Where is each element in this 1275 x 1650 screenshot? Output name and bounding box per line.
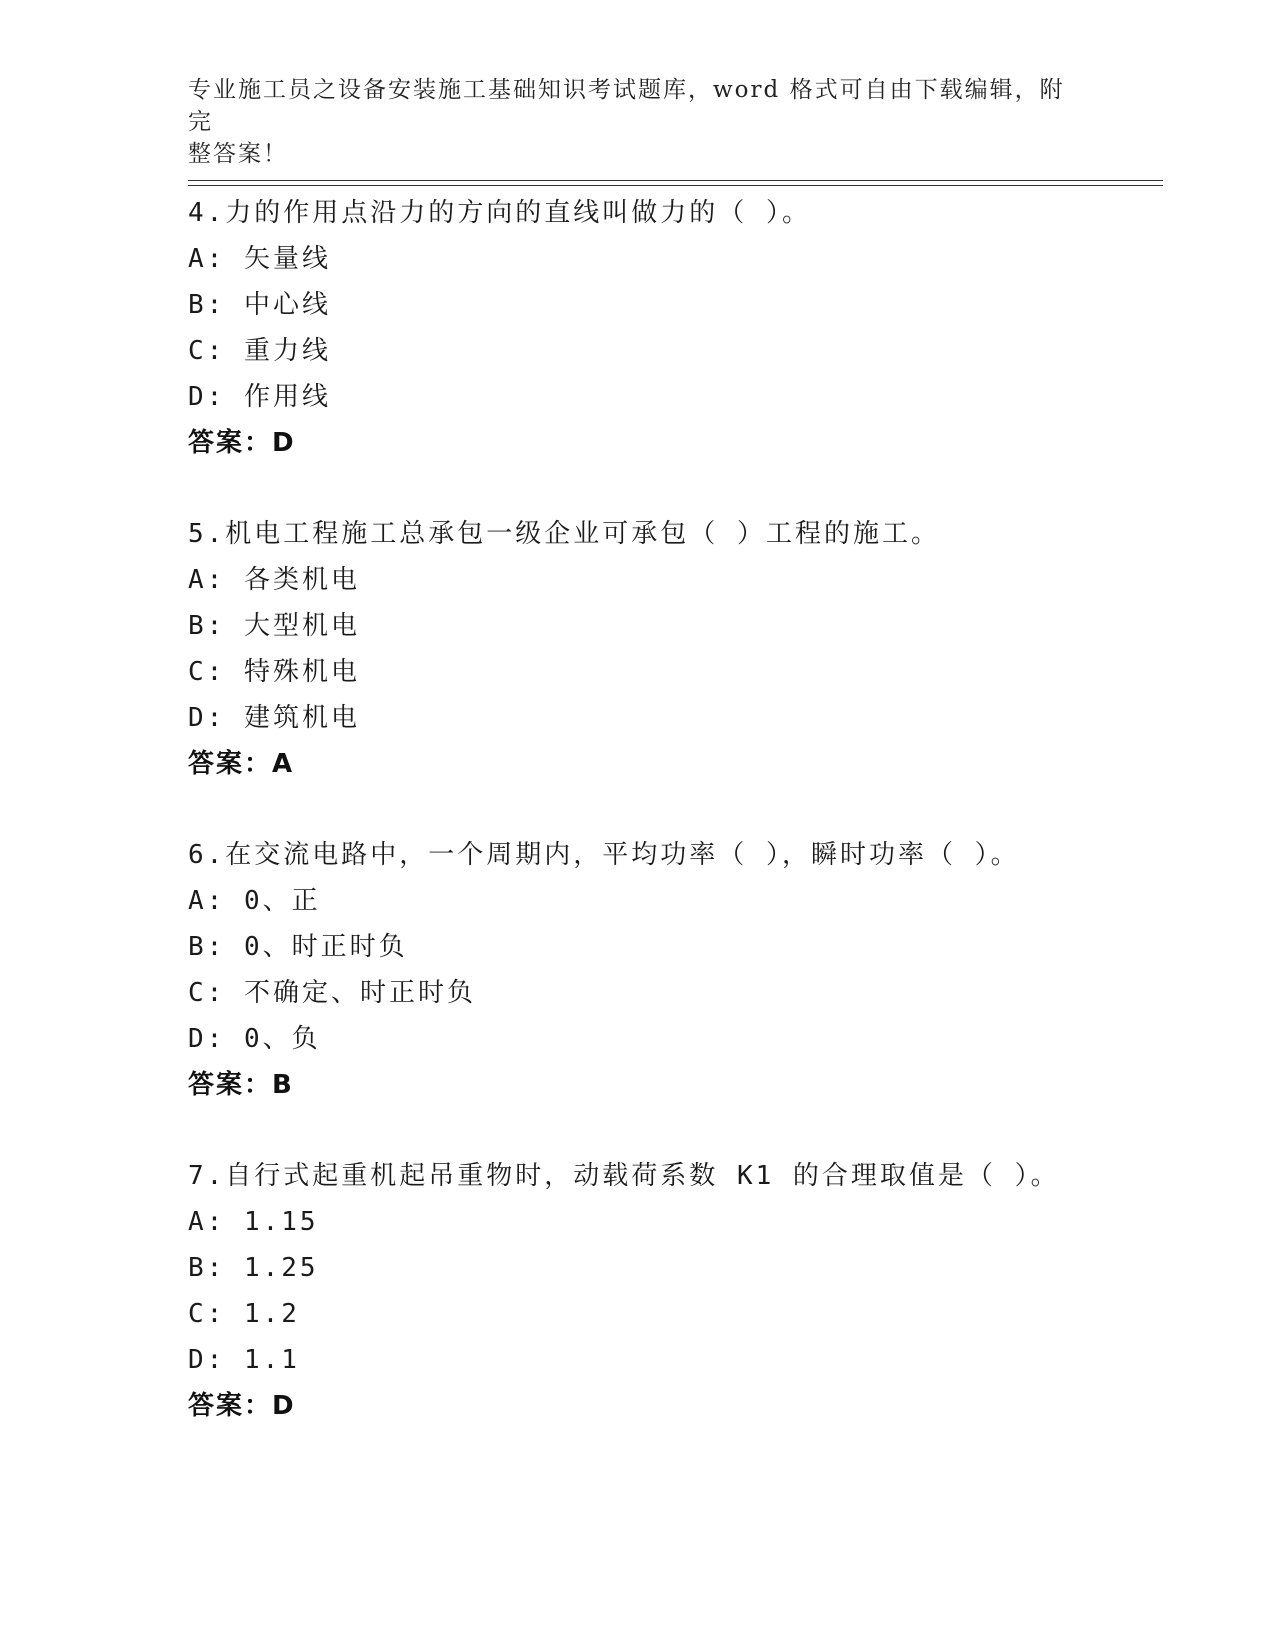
question-stem: 5.机电工程施工总承包一级企业可承包（ ）工程的施工。 xyxy=(188,519,940,549)
question-list xyxy=(188,190,1163,1474)
option-d: D: 作用线 xyxy=(188,382,331,412)
option-a: A: 各类机电 xyxy=(188,565,360,595)
document-header xyxy=(188,74,1068,170)
header-divider-top xyxy=(188,180,1163,181)
option-d: D: 1.1 xyxy=(188,1345,300,1375)
question-stem: 4.力的作用点沿力的方向的直线叫做力的（ ）。 xyxy=(188,198,811,228)
option-b: B: 中心线 xyxy=(188,290,331,320)
option-c: C: 1.2 xyxy=(188,1299,300,1329)
option-c: C: 重力线 xyxy=(188,336,331,366)
option-c: C: 不确定、时正时负 xyxy=(188,978,476,1008)
answer-line: 答案：D xyxy=(188,1391,296,1421)
option-a: A: 矢量线 xyxy=(188,244,331,274)
option-c: C: 特殊机电 xyxy=(188,657,360,687)
question-7 xyxy=(188,1153,1163,1429)
header-divider-bottom xyxy=(188,185,1163,186)
header-line-1: 专业施工员之设备安装施工基础知识考试题库，word 格式可自由下载编辑，附完 xyxy=(188,77,1065,135)
question-6 xyxy=(188,832,1163,1108)
option-a: A: 1.15 xyxy=(188,1207,319,1237)
question-5 xyxy=(188,511,1163,787)
answer-line: 答案：A xyxy=(188,749,295,779)
header-line-2: 整答案！ xyxy=(188,141,288,167)
question-stem: 7.自行式起重机起吊重物时，动载荷系数 K1 的合理取值是（ ）。 xyxy=(188,1161,1060,1191)
option-b: B: 0、时正时负 xyxy=(188,932,408,962)
answer-line: 答案：B xyxy=(188,1070,294,1100)
question-stem: 6.在交流电路中，一个周期内，平均功率（ ），瞬时功率（ ）。 xyxy=(188,840,1020,870)
option-d: D: 0、负 xyxy=(188,1024,321,1054)
option-a: A: 0、正 xyxy=(188,886,321,916)
answer-line: 答案：D xyxy=(188,428,296,458)
question-4 xyxy=(188,190,1163,466)
option-b: B: 1.25 xyxy=(188,1253,319,1283)
option-b: B: 大型机电 xyxy=(188,611,360,641)
option-d: D: 建筑机电 xyxy=(188,703,360,733)
